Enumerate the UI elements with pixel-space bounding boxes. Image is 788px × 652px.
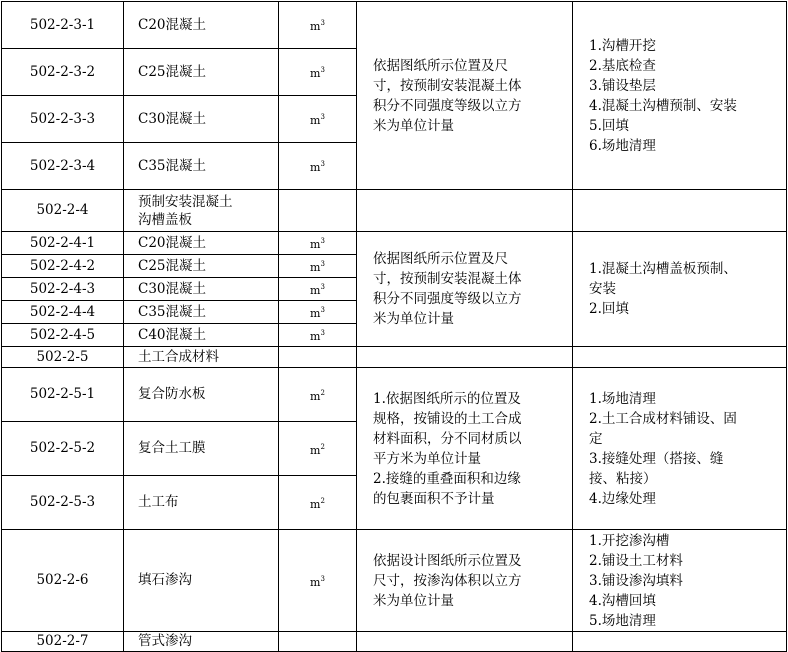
rule-line: 寸，按预制安装混凝土体 — [373, 271, 522, 287]
table-row — [2, 190, 787, 232]
item-name: C35混凝土 — [124, 143, 279, 190]
item-code: 502-2-3-3 — [2, 96, 124, 143]
measurement-rule — [357, 368, 573, 530]
work-content — [573, 232, 787, 347]
item-unit — [279, 301, 357, 324]
unit-exponent: 3 — [320, 329, 325, 337]
item-name: C40混凝土 — [124, 324, 279, 347]
item-unit — [279, 143, 357, 190]
item-unit — [279, 632, 357, 652]
unit-exponent: 3 — [320, 574, 325, 583]
rule-line: 的包裹面积不予计量 — [373, 490, 495, 507]
work-line: 4.混凝土沟槽预制、安装 — [589, 97, 737, 114]
work-line: 4.沟槽回填 — [589, 592, 656, 609]
work-line: 4.边缘处理 — [589, 490, 656, 507]
item-unit — [279, 324, 357, 347]
unit-base: m — [310, 284, 321, 297]
rule-line: 寸，按预制安装混凝土体 — [373, 77, 522, 94]
unit-base: m — [310, 114, 321, 127]
item-name: 土工合成材料 — [124, 347, 279, 368]
rule-line: 米为单位计量 — [373, 592, 454, 609]
rule-line: 材料面积，分不同材质以 — [373, 430, 522, 447]
item-code: 502-2-5-1 — [2, 368, 124, 422]
work-line: 2.回填 — [589, 301, 629, 317]
unit-exponent: 2 — [320, 496, 325, 505]
item-unit — [279, 347, 357, 368]
item-unit — [279, 232, 357, 255]
rule-line: 1.依据图纸所示的位置及 — [373, 390, 521, 407]
bill-of-quantities-table — [1, 1, 787, 652]
rule-line: 依据图纸所示位置及尺 — [373, 57, 508, 74]
item-code: 502-2-5-2 — [2, 422, 124, 476]
item-name: 土工布 — [124, 476, 279, 530]
unit-exponent: 3 — [320, 19, 325, 27]
item-code: 502-2-4-5 — [2, 324, 124, 347]
measurement-rule — [357, 347, 573, 368]
work-content — [573, 347, 787, 368]
table-row — [2, 632, 787, 652]
unit-base: m — [310, 389, 321, 403]
measurement-rule — [357, 2, 573, 190]
item-unit — [279, 49, 357, 96]
unit-exponent: 3 — [320, 283, 325, 291]
work-content — [573, 632, 787, 652]
work-line: 1.场地清理 — [589, 390, 656, 407]
unit-base: m — [310, 261, 321, 274]
table-row — [2, 347, 787, 368]
item-name: C25混凝土 — [124, 49, 279, 96]
item-name: 复合土工膜 — [124, 422, 279, 476]
item-code: 502-2-4 — [2, 190, 124, 232]
unit-exponent: 3 — [320, 160, 325, 168]
measurement-rule — [357, 530, 573, 632]
work-line: 2.基底检查 — [589, 57, 656, 74]
item-unit — [279, 368, 357, 422]
measurement-rule — [357, 190, 573, 232]
work-line: 1.沟槽开挖 — [589, 37, 656, 54]
work-content — [573, 190, 787, 232]
table-row — [2, 530, 787, 632]
work-line: 2.铺设土工材料 — [589, 552, 683, 569]
item-unit — [279, 422, 357, 476]
work-line: 3.接缝处理（搭接、缝 — [589, 450, 724, 467]
unit-base: m — [310, 330, 321, 343]
item-code: 502-2-4-4 — [2, 301, 124, 324]
item-name: 复合防水板 — [124, 368, 279, 422]
rule-line: 尺寸，按渗沟体积以立方 — [373, 572, 522, 589]
item-code: 502-2-6 — [2, 530, 124, 632]
item-unit — [279, 96, 357, 143]
work-line: 1.混凝土沟槽盖板预制、 — [589, 261, 737, 277]
unit-exponent: 3 — [320, 66, 325, 74]
unit-exponent: 2 — [320, 388, 325, 397]
work-line: 2.土工合成材料铺设、固 — [589, 410, 737, 427]
unit-exponent: 2 — [320, 442, 325, 451]
item-unit — [279, 190, 357, 232]
rule-line: 依据设计图纸所示位置及 — [373, 552, 522, 569]
work-content — [573, 2, 787, 190]
unit-base: m — [310, 443, 321, 457]
work-line: 定 — [589, 430, 603, 447]
item-unit — [279, 278, 357, 301]
item-name-line: 沟槽盖板 — [138, 211, 192, 228]
item-unit — [279, 255, 357, 278]
unit-base: m — [310, 161, 321, 174]
rule-line: 米为单位计量 — [373, 117, 454, 134]
measurement-rule — [357, 232, 573, 347]
unit-exponent: 3 — [320, 260, 325, 268]
work-line: 3.铺设垫层 — [589, 77, 656, 94]
item-name: C20混凝土 — [124, 232, 279, 255]
work-line: 1.开挖渗沟槽 — [589, 532, 670, 549]
item-code: 502-2-5-3 — [2, 476, 124, 530]
item-unit — [279, 2, 357, 49]
item-code: 502-2-4-1 — [2, 232, 124, 255]
unit-base: m — [310, 238, 321, 251]
work-content — [573, 530, 787, 632]
item-code: 502-2-4-2 — [2, 255, 124, 278]
unit-base: m — [310, 67, 321, 80]
item-unit — [279, 530, 357, 632]
rule-line: 平方米为单位计量 — [373, 450, 481, 467]
unit-exponent: 3 — [320, 113, 325, 121]
item-name-line: 预制安装混凝土 — [138, 193, 233, 210]
table-row — [2, 232, 787, 255]
item-name: 填石渗沟 — [124, 530, 279, 632]
item-unit — [279, 476, 357, 530]
work-line: 5.回填 — [589, 117, 629, 134]
item-name: C20混凝土 — [124, 2, 279, 49]
item-name: C25混凝土 — [124, 255, 279, 278]
item-code: 502-2-3-1 — [2, 2, 124, 49]
unit-exponent: 3 — [320, 306, 325, 314]
work-line: 5.场地清理 — [589, 612, 656, 629]
table-row — [2, 368, 787, 422]
item-code: 502-2-3-2 — [2, 49, 124, 96]
item-code: 502-2-4-3 — [2, 278, 124, 301]
rule-line: 积分不同强度等级以立方 — [373, 291, 522, 307]
work-line: 安装 — [589, 281, 616, 297]
work-content — [573, 368, 787, 530]
item-name — [124, 190, 279, 232]
measurement-rule — [357, 632, 573, 652]
item-code: 502-2-3-4 — [2, 143, 124, 190]
item-code: 502-2-5 — [2, 347, 124, 368]
item-name: C30混凝土 — [124, 96, 279, 143]
rule-line: 米为单位计量 — [373, 311, 454, 327]
unit-base: m — [310, 575, 321, 589]
unit-base: m — [310, 497, 321, 511]
work-line: 6.场地清理 — [589, 137, 656, 154]
rule-line: 积分不同强度等级以立方 — [373, 97, 522, 114]
table-row — [2, 2, 787, 49]
item-name: 管式渗沟 — [124, 632, 279, 652]
item-name: C35混凝土 — [124, 301, 279, 324]
unit-base: m — [310, 307, 321, 320]
unit-exponent: 3 — [320, 237, 325, 245]
item-code: 502-2-7 — [2, 632, 124, 652]
unit-base: m — [310, 20, 321, 33]
item-name: C30混凝土 — [124, 278, 279, 301]
rule-line: 规格，按铺设的土工合成 — [373, 410, 522, 427]
rule-line: 2.接缝的重叠面积和边缘 — [373, 470, 521, 487]
work-line: 3.铺设渗沟填料 — [589, 572, 683, 589]
rule-line: 依据图纸所示位置及尺 — [373, 251, 508, 267]
work-line: 接、粘接） — [589, 470, 657, 487]
